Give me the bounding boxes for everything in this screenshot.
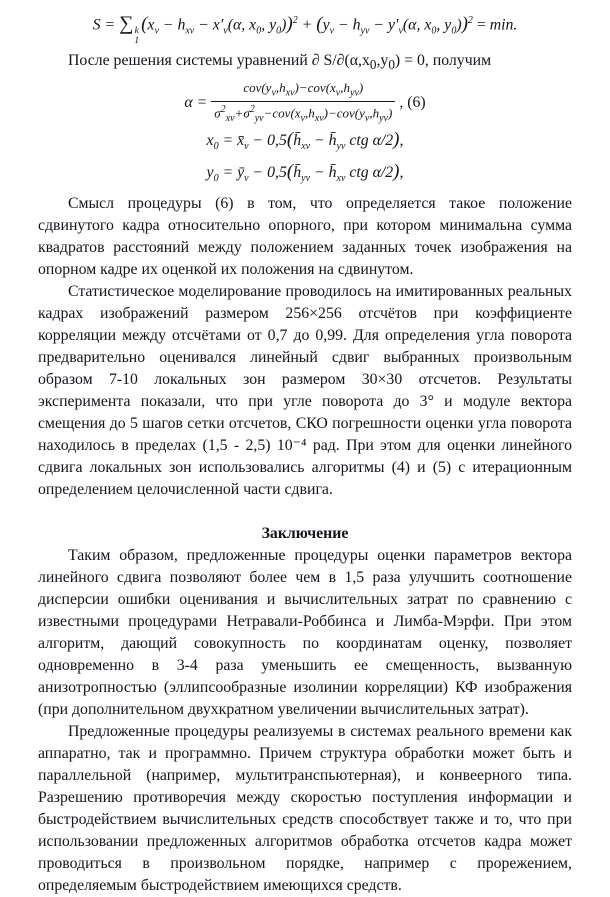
eq6-fraction: [211, 80, 395, 125]
eq6-numerator: $cov(y_v,h_{xv})-cov(x_v,h_{yv})$: [243, 80, 364, 99]
formula-least-squares: S = ∑ k 1 ($x_v - h_{xv} - x'_v(\alpha$, $x_0$, $y_0))^2 + (y_v - h_{yv} - y'_v(\alpha$, $x_0$, $y_0))^2 = \min$.: [92, 12, 518, 47]
section-heading-conclusion: Заключение: [261, 525, 349, 543]
paragraph-procedure-meaning: Смысл процедуры (6) в том, что определяется такое положение сдвинутого кадра относительно опорного, при котором минимальна сумма квадратов расстояний между положением заданных точек изображения на опорном кадре их оценкой их положения на сдвинутом.: [38, 195, 572, 279]
eq6-equation-number: , (6): [399, 93, 426, 111]
formula-alpha-eq6: [38, 80, 572, 125]
eq6-left-hand-side: α =: [184, 93, 208, 111]
eq6-denominator: $\sigma^2_{xv}+\sigma^2_{yv}-cov(x_v,h_{xv})-cov(y_v,h_{yv})$: [211, 101, 395, 125]
formula-x0: $x_0$ = $x̄_v$ − $0,5(h̄_{xv}$ − $h̄_{yv}$ ctg α/2),: [206, 128, 404, 153]
paragraph-statistical-modeling: Статистическое моделирование проводилось на имитированных реальных кадрах изображений размером 256×256 отсчётов при коэффициенте корреляции между отсчётами от 0,7 до 0,99. Для определения угла поворота предварительно оценивался линейный сдвиг выбранных произвольным образом 7-10 локальных зон размером 30×30 отсчетов. Результаты эксперимента показали, что при угле поворота до 3° и модуле вектора смещения до 5 шагов сетки отсчетов, СКО погрешности оценки угла поворота находилось в пределах (1,5 - 2,5) 10⁻⁴ рад. При этом для оценки линейного сдвига локальных зон использовались алгоритмы (4) и (5) с итерационным определением целочисленной части сдвига.: [38, 283, 572, 499]
paragraph-after-system: После решения системы уравнений ∂ $S/\partial(\alpha,x_0,y_0) = 0$, получим: [68, 52, 492, 73]
paragraph-conclusion-2: Предложенные процедуры реализуемы в системах реального времени как аппаратно, так и программно. Причем структура обработки может быть и параллельной (например, мультитранспьютерная), и конвеерного типа. Разрешению противоречия между скоростью поступления информации и быстродействием вычислительных средств способствует также и то, что при использовании предложенных алгоритмов обработка отсчетов кадра может проводиться в произвольном порядке, например с прорежением, определяемым быстродействием имеющихся средств.: [38, 723, 572, 895]
formula-y0: $y_0$ = $ȳ_v$ − $0,5(h̄_{yv}$ − $h̄_{xv}$ ctg α/2),: [206, 161, 404, 185]
paragraph-conclusion-1: Таким образом, предложенные процедуры оценки параметров вектора линейного сдвига позволяют более чем в 1,5 раза улучшить соотношение дисперсии ошибки оценивания и вычислительных затрат по сравнению с известными процедурами Нетравали-Роббинса и Лимба-Мэрфи. При этом алгоритм, дающий совокупность по координатам оценку, позволяет одновременно в 3-4 раза уменьшить ее смещенность, вызванную анизотропностью (эллипсообразные изолинии корреляции) КФ изображения (при дополнительном двухкратном увеличении вычислительных затрат).: [38, 547, 572, 719]
